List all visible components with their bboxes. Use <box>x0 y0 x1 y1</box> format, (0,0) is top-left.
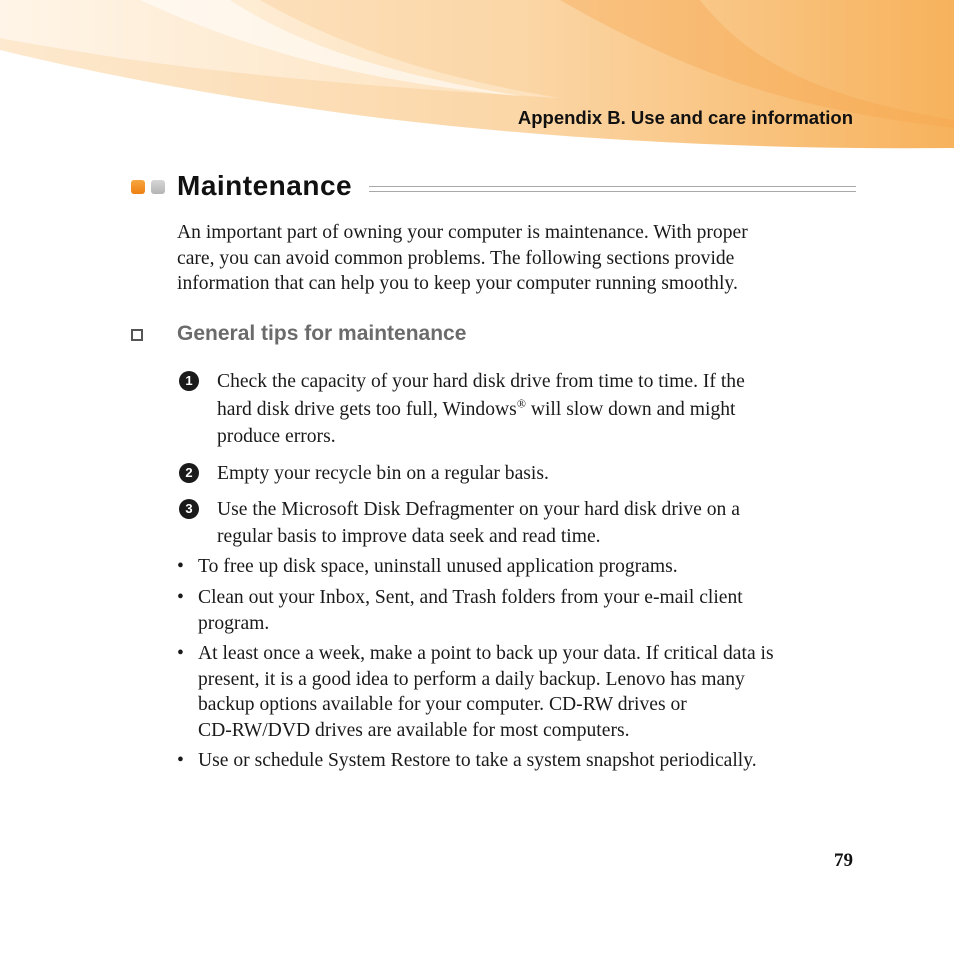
bullet-dot-icon: • <box>177 643 184 664</box>
bullet-text <box>198 554 858 580</box>
numbered-item-text <box>217 496 857 550</box>
item-line: regular basis to improve data seek and read time. <box>217 526 601 547</box>
header-swoosh-graphic <box>0 0 954 160</box>
bullet-line: Clean out your Inbox, Sent, and Trash folders from your e-mail client <box>198 587 743 608</box>
registered-mark: ® <box>516 396 526 411</box>
bullet-dot-icon: • <box>177 587 184 608</box>
numbered-item-text <box>217 368 857 448</box>
orange-square-icon <box>131 180 145 194</box>
number-badge-icon: 3 <box>179 499 199 519</box>
bullet-line: present, it is a good idea to perform a daily backup. Lenovo has many <box>198 668 745 690</box>
item-line: Use the Microsoft Disk Defragmenter on your hard disk drive on a <box>217 499 740 520</box>
bullet-line: To free up disk space, uninstall unused application programs. <box>198 556 678 577</box>
item-line: produce errors. <box>217 426 336 447</box>
intro-paragraph <box>177 220 857 297</box>
bullet-line: At least once a week, make a point to back up your data. If critical data is <box>198 643 774 664</box>
intro-line: An important part of owning your computer is maintenance. With proper <box>177 222 748 243</box>
bullet-line: backup options available for your computer. CD-RW drives or <box>198 694 687 715</box>
bullet-text <box>198 748 858 774</box>
numbered-item-text <box>217 460 857 487</box>
gray-square-icon <box>151 180 165 194</box>
item-line <box>217 393 857 426</box>
subsection-title: General tips for maintenance <box>177 322 467 345</box>
bullet-dot-icon: • <box>177 750 184 771</box>
number-badge-icon: 2 <box>179 463 199 483</box>
title-rule <box>369 186 856 192</box>
intro-line: care, you can avoid common problems. The following sections provide <box>177 247 735 269</box>
bullet-line: CD-RW/DVD drives are available for most computers. <box>198 719 630 741</box>
bullet-dot-icon: • <box>177 556 184 577</box>
item-line-part: hard disk drive gets too full, Windows <box>217 399 517 420</box>
number-badge-icon: 1 <box>179 371 199 391</box>
item-line: Empty your recycle bin on a regular basis. <box>217 463 549 484</box>
intro-line: information that can help you to keep your computer running smoothly. <box>177 273 738 294</box>
bullet-text <box>198 585 858 636</box>
item-line-part: will slow down and might <box>525 399 736 420</box>
square-bullet-icon <box>131 329 143 341</box>
section-title: Maintenance <box>177 170 353 201</box>
page-number: 79 <box>834 850 853 871</box>
bullet-text <box>198 641 858 743</box>
running-head: Appendix B. Use and care information <box>517 107 853 128</box>
item-line: Check the capacity of your hard disk drive from time to time. If the <box>217 371 745 392</box>
section-title-row <box>131 170 856 206</box>
bullet-line: Use or schedule System Restore to take a system snapshot periodically. <box>198 750 757 771</box>
bullet-line: program. <box>198 612 270 634</box>
